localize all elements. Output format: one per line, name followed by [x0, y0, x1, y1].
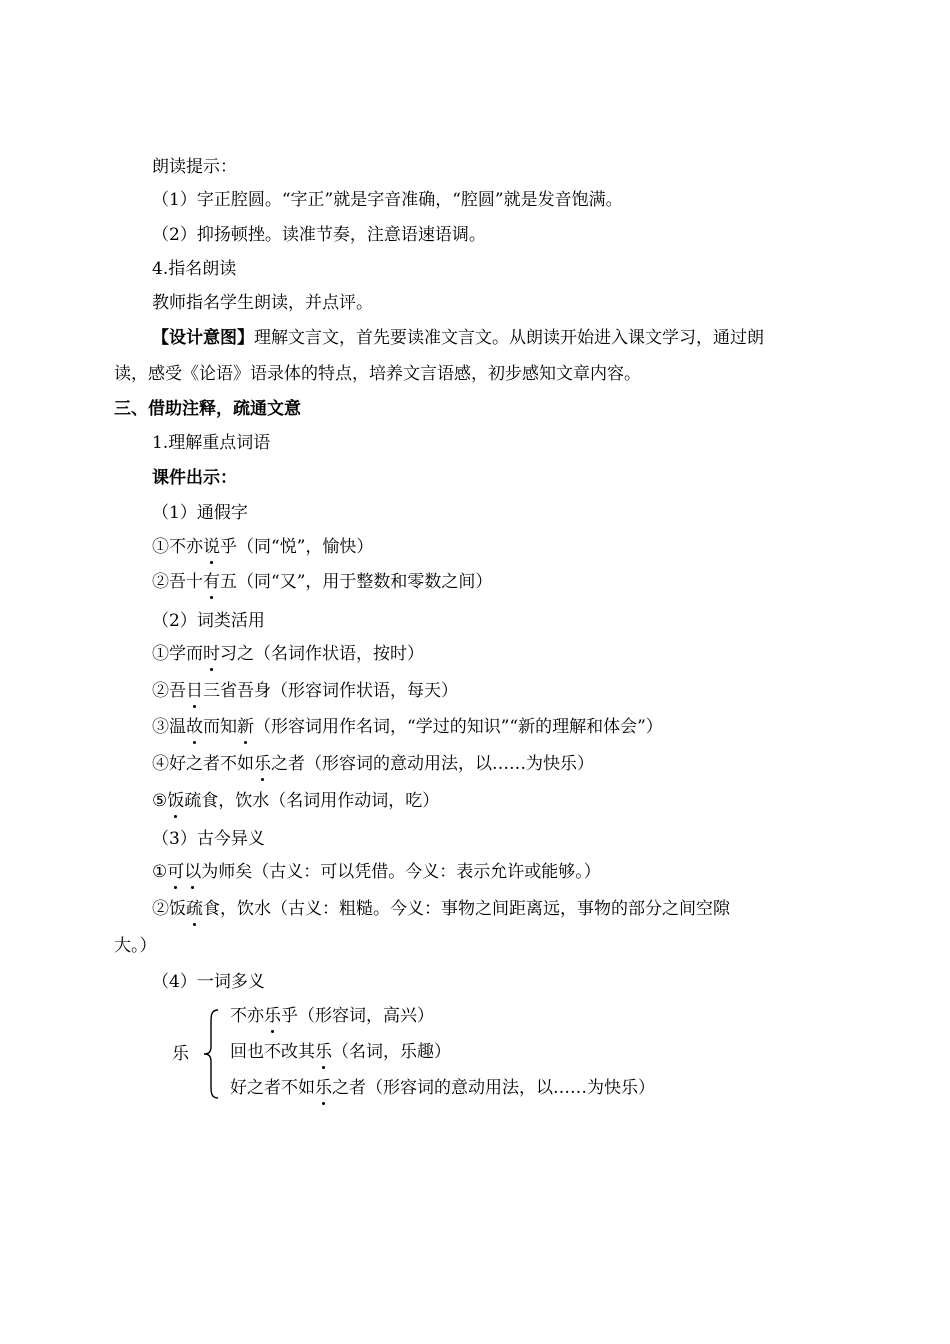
emphasis-char: 有: [203, 572, 220, 592]
text-segment: ⑤: [152, 791, 168, 811]
emphasis-char: 故: [186, 717, 203, 737]
text-segment: 乎（同“悦”，愉快）: [220, 537, 374, 557]
gujin-title: （3）古今异义: [152, 829, 265, 849]
text-segment: 食，饮水（古义：粗糙。今义：事物之间距离远，事物的部分之间空隙: [203, 899, 730, 919]
text-segment: ④: [152, 754, 169, 774]
text-segment: 不亦: [169, 537, 203, 557]
text-segment: 为师矣（古义：可以凭借。今义：表示允许或能够。）: [201, 862, 601, 882]
design-intent-label: 【设计意图】: [152, 328, 254, 348]
text-segment: ③: [152, 717, 169, 737]
text-segment: 学而: [169, 644, 203, 664]
text-segment: ①: [152, 537, 169, 557]
text-segment: 之者（形容词的意动用法，以……为快乐）: [332, 1078, 655, 1098]
cilei-item-3: [152, 715, 663, 739]
text-segment: 饭: [169, 899, 186, 919]
emphasis-char: 以: [184, 862, 202, 882]
emphasis-char: 说: [203, 537, 220, 557]
text-segment: ②: [152, 572, 169, 592]
emphasis-char: 乐: [315, 1042, 332, 1062]
text-segment: 而知: [203, 717, 237, 737]
emphasis-char: 时: [203, 644, 220, 664]
text-segment: 吾: [169, 681, 186, 701]
cilei-item-4: [152, 752, 594, 776]
polysemy-word: 乐: [172, 1044, 189, 1064]
cilei-item-1: [152, 642, 424, 666]
reading-tips-heading: 朗读提示：: [152, 157, 237, 177]
text-segment: （形容词用作名词，“学过的知识”“新的理解和体会”）: [254, 717, 663, 737]
step-4-title: 4.指名朗读: [152, 259, 237, 279]
tongjiazi-item-1: [152, 535, 373, 559]
gujin-item-2: [152, 897, 730, 921]
yiciduoyi-title: （4）一词多义: [152, 972, 265, 992]
design-intent-line-2: 读，感受《论语》语录体的特点，培养文言语感，初步感知文章内容。: [114, 364, 641, 384]
cilei-title: （2）词类活用: [152, 611, 265, 631]
reading-tip-1: （1）字正腔圆。“字正”就是字音准确，“腔圆”就是发音饱满。: [152, 190, 623, 210]
text-segment: 不亦: [230, 1006, 264, 1026]
design-intent-line-1: [152, 326, 764, 350]
text-segment: 好之者不如: [230, 1078, 315, 1098]
text-segment: ①: [152, 644, 169, 664]
emphasis-char: 乐: [264, 1006, 281, 1026]
design-intent-text: 理解文言文，首先要读准文言文。从朗读开始进入课文学习，通过朗: [254, 328, 764, 348]
text-segment: 之者（形容词的意动用法，以……为快乐）: [271, 754, 594, 774]
tongjiazi-item-2: [152, 570, 492, 594]
text-segment: 习之（名词作状语，按时）: [220, 644, 424, 664]
reading-tip-2: （2）抑扬顿挫。读准节奏，注意语速语调。: [152, 225, 486, 245]
emphasis-char: 乐: [254, 754, 271, 774]
text-segment: 温: [169, 717, 186, 737]
emphasis-char: 疏: [186, 899, 203, 919]
emphasis-char: 饭: [167, 791, 185, 811]
cilei-item-5: [152, 789, 439, 813]
courseware-label: 课件出示：: [152, 468, 237, 488]
gujin-item-1: [152, 860, 601, 884]
polysemy-item-2: [230, 1040, 451, 1064]
emphasis-char: 可: [167, 862, 185, 882]
text-segment: ②: [152, 681, 169, 701]
emphasis-char: 乐: [315, 1078, 332, 1098]
cilei-item-2: [152, 679, 458, 703]
section-3-heading: 三、借助注释，疏通文意: [114, 399, 301, 419]
text-segment: （名词，乐趣）: [332, 1042, 451, 1062]
step-4-body: 教师指名学生朗读，并点评。: [152, 293, 373, 313]
polysemy-item-1: [230, 1004, 434, 1028]
emphasis-char: 新: [237, 717, 254, 737]
text-segment: 吾十: [169, 572, 203, 592]
text-segment: ①: [152, 862, 168, 882]
text-segment: 五（同“又”，用于整数和零数之间）: [220, 572, 493, 592]
text-segment: 好之者不如: [169, 754, 254, 774]
text-segment: 回也不改其: [230, 1042, 315, 1062]
text-segment: 乎（形容词，高兴）: [281, 1006, 434, 1026]
text-segment: ②: [152, 899, 169, 919]
tongjiazi-title: （1）通假字: [152, 503, 248, 523]
polysemy-item-3: [230, 1076, 655, 1100]
section-3-step-1: 1.理解重点词语: [152, 433, 271, 453]
gujin-item-2-continued: 大。）: [114, 936, 157, 956]
text-segment: 三省吾身（形容词作状语，每天）: [203, 681, 458, 701]
text-segment: 疏食，饮水（名词用作动词，吃）: [184, 791, 440, 811]
emphasis-char: 日: [186, 681, 203, 701]
left-brace-icon: [200, 1008, 222, 1100]
